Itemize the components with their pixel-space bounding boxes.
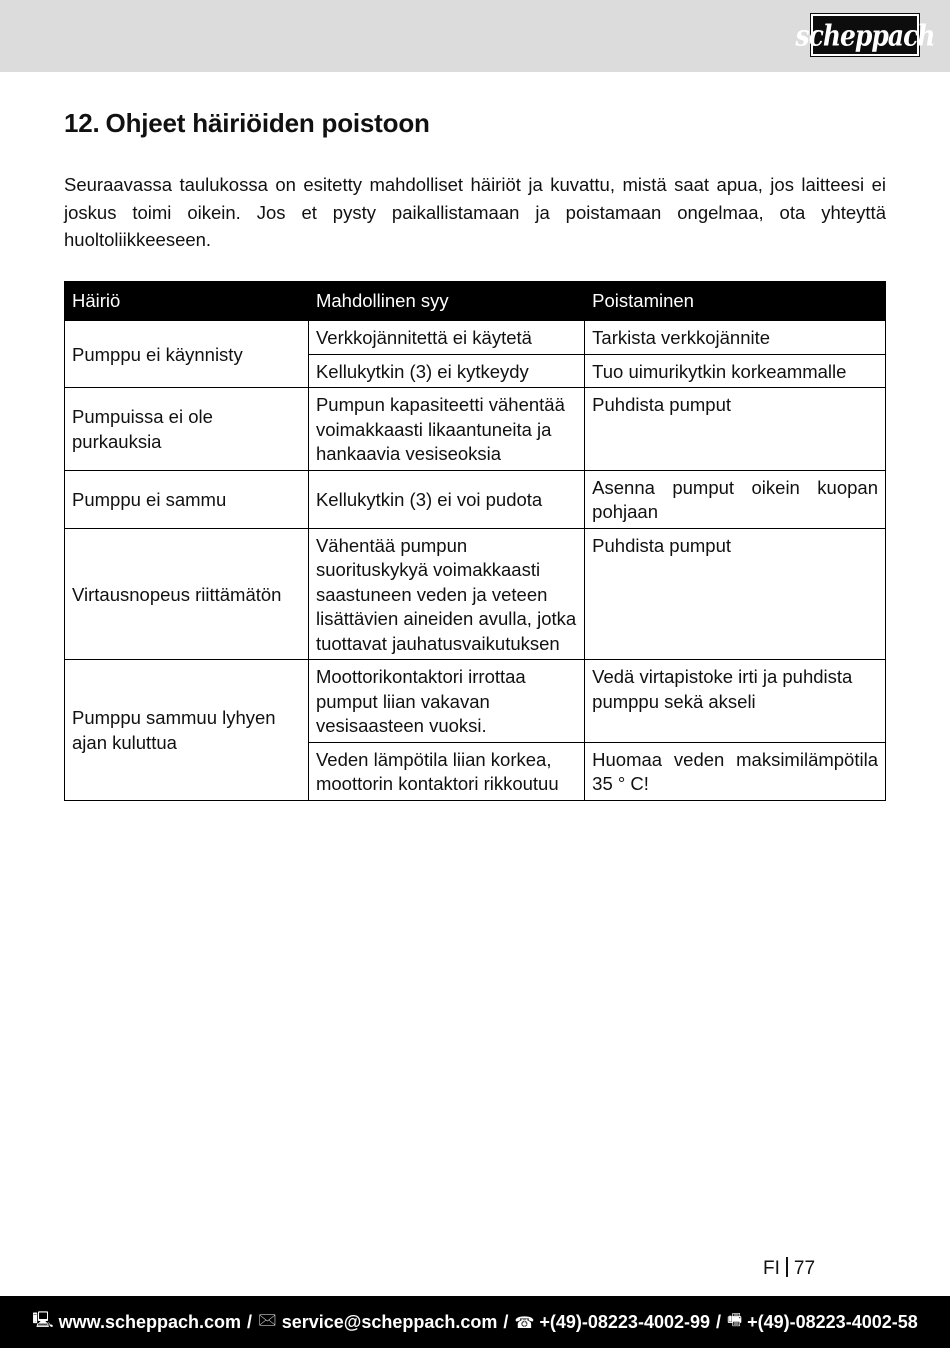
footer-separator: /	[503, 1311, 509, 1332]
intro-paragraph: Seuraavassa taulukossa on esitetty mahdolliset häiriöt ja kuvattu, mistä saat apua, jos laitteesi ei joskus toimi oikein. Jos et pysty paikallistamaan ja poistamaan ongelmaa, ota yhteyttä huoltoliikkeeseen.	[64, 174, 886, 250]
fax-icon: 🖷	[727, 1309, 743, 1329]
cause-cell: Kellukytkin (3) ei kytkeydy	[308, 354, 584, 388]
footer-separator: /	[716, 1311, 722, 1332]
remedy-cell: Tarkista verkkojännite	[585, 321, 886, 355]
remedy-cell: Puhdista pumput	[585, 388, 886, 471]
header-bar	[0, 0, 950, 72]
remedy-cell: Asenna pumput oikein kuopan pohjaan	[585, 470, 886, 528]
scheppach-logo	[795, 14, 935, 56]
computer-icon: 🖳	[32, 1309, 54, 1329]
troubleshooting-table	[64, 281, 886, 801]
footer-website[interactable]: www.scheppach.com	[58, 1311, 241, 1332]
header-remedy: Poistaminen	[585, 282, 886, 321]
cause-cell: Kellukytkin (3) ei voi pudota	[308, 470, 584, 528]
page-separator	[786, 1257, 788, 1277]
table-row	[65, 388, 886, 471]
section-number: 12.	[64, 108, 100, 138]
cause-cell: Moottorikontaktori irrottaa pumput liian vakavan vesisaasteen vuoksi.	[308, 660, 584, 743]
cause-cell: Pumpun kapasiteetti vähentää voimakkaasti likaantuneita ja hankaavia vesiseoksia	[308, 388, 584, 471]
remedy-cell: Puhdista pumput	[585, 528, 886, 660]
phone-icon: ☎	[514, 1312, 535, 1332]
page-number-value: 77	[793, 1258, 816, 1279]
fault-cell: Pumppu ei käynnisty	[65, 321, 309, 388]
table-row	[65, 528, 886, 660]
footer-fax: +(49)-08223-4002-58	[747, 1311, 918, 1332]
table-row	[65, 321, 886, 355]
header-fault: Häiriö	[65, 282, 309, 321]
page-number	[763, 1257, 815, 1280]
table-row	[65, 660, 886, 743]
fault-cell: Pumppu sammuu lyhyen ajan kuluttua	[65, 660, 309, 801]
table-row	[65, 470, 886, 528]
table-header-row	[65, 282, 886, 321]
page-language: FI	[763, 1258, 780, 1279]
section-heading	[64, 108, 430, 139]
cause-cell: Vähentää pumpun suorituskykyä voimakkaasti saastuneen veden ja veteen lisättävien aineiden avulla, jotka tuottavat jauhatusvaikutuksen	[308, 528, 584, 660]
fault-cell: Pumpuissa ei ole purkauksia	[65, 388, 309, 471]
section-title: Ohjeet häiriöiden poistoon	[105, 108, 430, 138]
cause-cell: Verkkojännitettä ei käytetä	[308, 321, 584, 355]
contact-footer	[0, 1296, 950, 1348]
footer-email[interactable]: service@scheppach.com	[281, 1311, 498, 1332]
footer-separator: /	[247, 1311, 253, 1332]
logo-text: scheppach	[795, 18, 935, 52]
remedy-cell: Tuo uimurikytkin korkeammalle	[585, 354, 886, 388]
header-cause: Mahdollinen syy	[308, 282, 584, 321]
fault-cell: Virtausnopeus riittämätön	[65, 528, 309, 660]
mail-icon: 🖂	[258, 1309, 277, 1329]
cause-cell: Veden lämpötila liian korkea, moottorin kontaktori rikkoutuu	[308, 742, 584, 800]
fault-cell: Pumppu ei sammu	[65, 470, 309, 528]
remedy-cell: Vedä virtapistoke irti ja puhdista pumppu sekä akseli	[585, 660, 886, 743]
remedy-cell: Huomaa veden maksimilämpötila 35 ° C!	[585, 742, 886, 800]
footer-phone: +(49)-08223-4002-99	[539, 1311, 710, 1332]
